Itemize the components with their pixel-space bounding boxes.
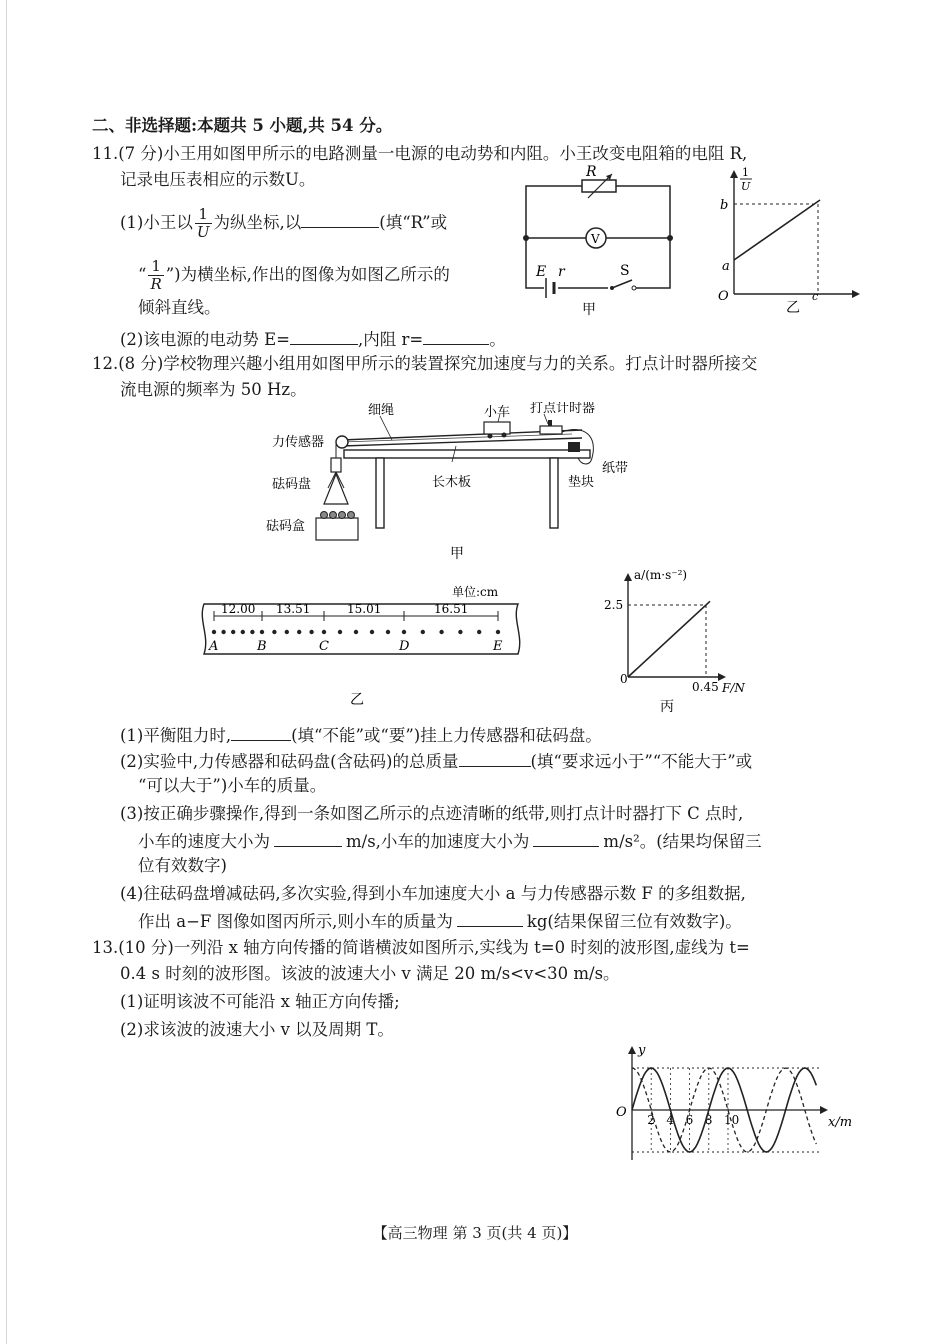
- tape-dot: [496, 630, 500, 634]
- q12-part4-suffix: kg(结果保留三位有效数字)。: [526, 912, 742, 931]
- label-v: V: [591, 232, 600, 246]
- q13-part2: (2)求该波的波速大小 v 以及周期 T。: [120, 1020, 394, 1039]
- label-box: 砝码盒: [266, 519, 306, 534]
- q12-part3-line1: (3)按正确步骤操作,得到一条如图乙所示的点迹清晰的纸带,则打点计时器打下 C 点时,: [120, 804, 744, 823]
- wave-tick-label: 8: [704, 1113, 713, 1127]
- answer-blank-axis[interactable]: [301, 209, 379, 228]
- chart-origin: 0: [620, 672, 628, 686]
- tape-dot: [421, 630, 425, 634]
- chart-y-arrow: [624, 573, 632, 581]
- q11-part1-suffix: (填“R”或: [379, 213, 448, 232]
- tape-dot: [338, 630, 342, 634]
- table-leg-left: [376, 458, 384, 528]
- weight-pan: [324, 474, 348, 504]
- q12-part1: [120, 722, 602, 748]
- q12-part1-suffix: (填“不能”或“要”)挂上力传感器和砝码盘。: [291, 726, 602, 745]
- wave-diagram: [612, 1042, 872, 1166]
- answer-blank-acceleration[interactable]: [533, 828, 599, 847]
- answer-blank-velocity[interactable]: [274, 828, 342, 847]
- label-car: 小车: [484, 405, 511, 420]
- chart-x-arrow: [718, 673, 726, 681]
- car-wheel-1: [488, 434, 493, 439]
- weight-box: [316, 518, 358, 540]
- q11-part2: [120, 326, 506, 352]
- answer-blank-emf[interactable]: [290, 326, 358, 345]
- label-origin: O: [718, 289, 729, 304]
- circuit-diagram: [518, 164, 678, 324]
- q11-part2-end: 。: [489, 330, 506, 349]
- page-edge-line: [6, 0, 7, 1344]
- junction-left: [523, 235, 529, 241]
- q11-line2: 记录电压表相应的示数U。: [120, 170, 316, 189]
- q12-part3-prefix: 小车的速度大小为: [138, 832, 270, 851]
- label-b: b: [720, 198, 729, 213]
- q12-part2-suffix: (填“要求远小于”“不能大于”或: [530, 752, 753, 771]
- tape-dot: [285, 630, 289, 634]
- tape-point-label: B: [257, 639, 267, 654]
- tape-point-label: E: [493, 639, 503, 654]
- frac-1-over-u: [195, 206, 212, 241]
- box-weight-3: [339, 512, 346, 519]
- fit-line: [734, 200, 820, 260]
- frac-numerator: 1: [148, 258, 163, 276]
- switch-pivot: [610, 286, 614, 290]
- box-weight-4: [348, 512, 355, 519]
- tape-dot: [241, 630, 245, 634]
- label-r-resistor: R: [586, 164, 597, 180]
- tape-dot: [439, 630, 443, 634]
- tape-dot: [272, 630, 276, 634]
- tape-dot: [458, 630, 462, 634]
- car-wheel-2: [502, 433, 507, 438]
- q11-graph: [714, 166, 864, 318]
- q12-part3-middle: m/s,小车的加速度大小为: [346, 832, 530, 851]
- q11-part1-middle: 为纵坐标,以: [213, 213, 302, 232]
- label-small-r: r: [558, 264, 565, 280]
- y-axis-den: U: [741, 180, 751, 193]
- tape-dot: [231, 630, 235, 634]
- chart-y-tick: 2.5: [604, 598, 624, 612]
- tape-dot: [250, 630, 254, 634]
- q12-part2-prefix: (2)实验中,力传感器和砝码盘(含砝码)的总质量: [120, 752, 459, 771]
- wave-y-arrow: [628, 1046, 636, 1054]
- answer-blank-mass-relation[interactable]: [459, 748, 531, 767]
- q13-part1: (1)证明该波不可能沿 x 轴正方向传播;: [120, 992, 400, 1011]
- wave-x-label: x/m: [828, 1115, 853, 1130]
- label-a: a: [722, 259, 730, 274]
- wave-tick-label: 6: [685, 1113, 694, 1127]
- timer: [540, 426, 562, 434]
- q11-part1-prefix: (1)小王以: [120, 213, 193, 232]
- tape-segment-label: 16.51: [434, 602, 469, 616]
- wave-tick-label: 2: [647, 1113, 655, 1127]
- tape-dot: [386, 630, 390, 634]
- q12-part4-line2: [138, 908, 742, 934]
- chart-x-label: F/N: [722, 681, 745, 695]
- wave-tick-label: 10: [724, 1113, 740, 1127]
- x-axis-arrow: [852, 290, 860, 298]
- chart-x-tick: 0.45: [692, 680, 719, 694]
- q12-part2: [120, 748, 752, 774]
- tape-dot: [322, 630, 326, 634]
- y-axis-num: 1: [742, 166, 749, 179]
- apparatus-diagram: [262, 402, 662, 562]
- tape-segment-label: 12.00: [221, 602, 256, 616]
- q11-part1: [120, 206, 447, 241]
- label-sensor: 力传感器: [272, 435, 325, 450]
- tape-dot: [354, 630, 358, 634]
- tape-dot: [309, 630, 313, 634]
- q11-part1-line2: [138, 258, 450, 293]
- q13-line2: 0.4 s 时刻的波形图。该波的波速大小 v 满足 20 m/s<v<30 m/s。: [120, 964, 620, 983]
- frac-denominator: U: [196, 223, 210, 241]
- chart-series-line: [628, 601, 710, 677]
- q11-part1-line3: 倾斜直线。: [138, 298, 221, 317]
- answer-blank-resistance[interactable]: [423, 326, 489, 345]
- q11-line1: 11.(7 分)小王用如图甲所示的电路测量一电源的电动势和内阻。小王改变电阻箱的电阻 R,: [92, 144, 748, 163]
- label-pan: 砝码盘: [272, 477, 312, 492]
- wave-x-arrow: [820, 1106, 828, 1114]
- apparatus-caption: 甲: [450, 546, 464, 562]
- q11-part2-middle: ,内阻 r=: [358, 330, 424, 349]
- wedge-block: [568, 442, 580, 452]
- page-footer: 【高三物理 第 3 页(共 4 页)】: [372, 1224, 578, 1242]
- q12-part3-line3: 位有效数字): [138, 856, 227, 875]
- pointer-rope: [380, 416, 392, 440]
- tape-dot: [370, 630, 374, 634]
- q12-part3-line2: [138, 828, 762, 854]
- label-board: 长木板: [432, 475, 472, 490]
- section-title: 二、非选择题:本题共 5 小题,共 54 分。: [92, 116, 393, 135]
- switch-contact: [632, 286, 636, 290]
- paper-tape-figure: [200, 580, 530, 710]
- frac-numerator: 1: [195, 206, 212, 224]
- label-block: 垫块: [568, 475, 595, 490]
- q12-line2: 流电源的频率为 50 Hz。: [120, 380, 307, 399]
- tape-caption: 乙: [350, 692, 364, 708]
- label-tape: 纸带: [602, 461, 629, 476]
- tape-dot: [477, 630, 481, 634]
- table-leg-right: [550, 458, 558, 528]
- label-e: E: [536, 264, 547, 280]
- tape-segment-label: 13.51: [276, 602, 311, 616]
- box-weight-1: [321, 512, 328, 519]
- graph-caption: 乙: [786, 300, 800, 316]
- q11-part2-prefix: (2)该电源的电动势 E=: [120, 330, 290, 349]
- answer-blank-balance[interactable]: [231, 722, 291, 741]
- q12-part1-prefix: (1)平衡阻力时,: [120, 726, 232, 745]
- q12-part4-line1: (4)往砝码盘增减砝码,多次实验,得到小车加速度大小 a 与力传感器示数 F 的多组数据,: [120, 884, 746, 903]
- timer-post: [548, 420, 552, 426]
- force-sensor: [331, 458, 341, 472]
- tape-point-label: D: [399, 639, 410, 654]
- wave-origin: O: [616, 1105, 627, 1120]
- q13-line1: 13.(10 分)一列沿 x 轴方向传播的简谐横波如图所示,实线为 t=0 时刻的波形图,虚线为 t=: [92, 938, 750, 957]
- tape-segment-label: 15.01: [347, 602, 382, 616]
- q12-part4-prefix: 作出 a−F 图像如图丙所示,则小车的质量为: [138, 912, 453, 931]
- chart-caption: 丙: [660, 699, 674, 715]
- tape-dot: [297, 630, 301, 634]
- car: [484, 422, 510, 434]
- frac-denominator: R: [150, 275, 162, 293]
- tape-dot: [260, 630, 264, 634]
- label-s: S: [620, 263, 630, 279]
- resistor-box: [582, 180, 616, 192]
- tape-unit: 单位:cm: [452, 585, 499, 599]
- circuit-caption: 甲: [582, 302, 596, 318]
- label-rope: 细绳: [368, 403, 395, 418]
- q12-part3-suffix: m/s²。(结果均保留三: [603, 832, 762, 851]
- q11-part1-line2-text: ”)为横坐标,作出的图像为如图乙所示的: [165, 265, 450, 284]
- wave-tick-label: 4: [666, 1113, 675, 1127]
- table-top: [344, 450, 590, 458]
- wave-y-label: y: [638, 1043, 646, 1058]
- a-f-chart: [600, 565, 780, 720]
- pulley: [336, 436, 348, 448]
- junction-right: [667, 235, 673, 241]
- tape-dot: [221, 630, 225, 634]
- label-timer: 打点计时器: [530, 402, 596, 416]
- q12-part2-line2: “可以大于”)小车的质量。: [138, 776, 327, 795]
- y-axis-arrow: [730, 170, 738, 178]
- tape-dot: [402, 630, 406, 634]
- tape-point-label: A: [209, 639, 219, 654]
- tape-dot: [212, 630, 216, 634]
- answer-blank-car-mass[interactable]: [457, 908, 523, 927]
- q12-line1: 12.(8 分)学校物理兴趣小组用如图甲所示的装置探究加速度与力的关系。打点计时器所接交: [92, 354, 758, 373]
- quote-open: “: [138, 265, 147, 284]
- tape-point-label: C: [319, 639, 329, 654]
- box-weight-2: [330, 512, 337, 519]
- frac-1-over-r: [148, 258, 163, 293]
- chart-y-label: a/(m·s⁻²): [634, 568, 688, 582]
- label-c: c: [812, 290, 819, 303]
